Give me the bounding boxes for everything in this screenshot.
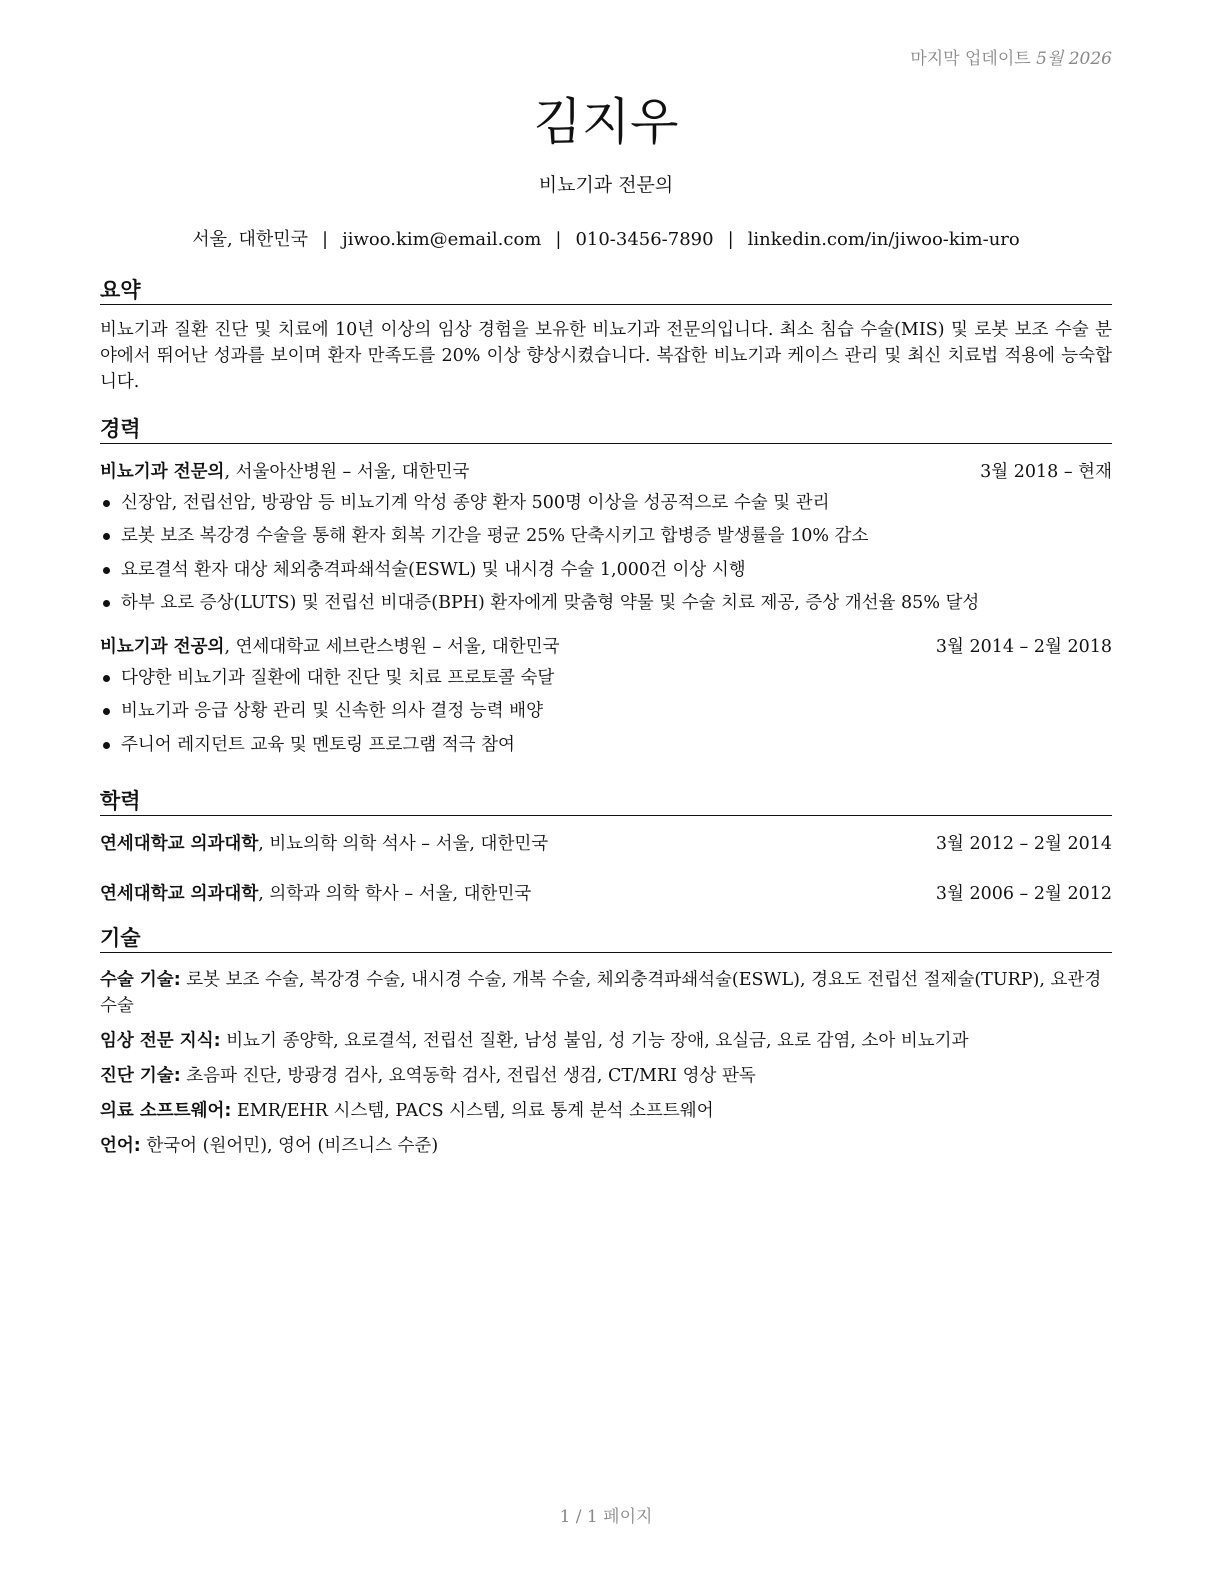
skills-heading: 기술: [100, 925, 1112, 953]
education-entry: [100, 881, 1112, 907]
job-title: 비뇨기과 전문의: [538, 174, 674, 196]
summary-text: 비뇨기과 질환 진단 및 치료에 10년 이상의 임상 경험을 보유한 비뇨기과 전문의입니다. 최소 침습 수술(MIS) 및 로봇 보조 수술 분야에서 뛰어난 성과를 보이며 환자 만족도를 20% 이상 향상시켰습니다. 복잡한 비뇨기과 케이스 관리 및 최신 치료법 적용에 능숙합니다.: [100, 320, 1112, 392]
last-updated: [910, 44, 1112, 69]
education-entry: [100, 831, 1112, 857]
skill-label: 임상 전문 지식:: [100, 1031, 221, 1051]
job-header: [100, 634, 1112, 660]
resume-page: [100, 0, 1112, 1584]
summary-section: [100, 277, 1112, 395]
list-item: 하부 요로 증상(LUTS) 및 전립선 비대증(BPH) 환자에게 맞춤형 약물 및 수술 치료 제공, 증상 개선율 85% 달성: [100, 590, 1112, 616]
skill-line: [100, 967, 1112, 1019]
job-dates: 3월 2014 – 2월 2018: [935, 637, 1112, 657]
contact-location: 서울, 대한민국: [192, 229, 309, 250]
job-entry: [100, 634, 1112, 758]
job-entry: [100, 459, 1112, 616]
job-bullets: [100, 490, 1112, 617]
education-detail: , 비뇨의학 의학 석사 – 서울, 대한민국: [258, 834, 549, 854]
job-role: 비뇨기과 전문의: [100, 462, 225, 482]
education-detail: , 의학과 의학 학사 – 서울, 대한민국: [258, 884, 532, 904]
skill-value: EMR/EHR 시스템, PACS 시스템, 의료 통계 분석 소프트웨어: [231, 1101, 714, 1121]
list-item: 로봇 보조 복강경 수술을 통해 환자 회복 기간을 평균 25% 단축시키고 합병증 발생률을 10% 감소: [100, 523, 1112, 549]
skill-value: 초음파 진단, 방광경 검사, 요역동학 검사, 전립선 생검, CT/MRI 영상 판독: [180, 1066, 756, 1086]
list-item: 요로결석 환자 대상 체외충격파쇄석술(ESWL) 및 내시경 수술 1,000건 이상 시행: [100, 557, 1112, 583]
education-school: 연세대학교 의과대학: [100, 884, 259, 904]
job-dates: 3월 2018 – 현재: [980, 462, 1112, 482]
skill-value: 한국어 (원어민), 영어 (비즈니스 수준): [140, 1136, 439, 1156]
job-detail: , 서울아산병원 – 서울, 대한민국: [224, 462, 470, 482]
skill-label: 언어:: [100, 1136, 141, 1156]
job-header: [100, 459, 1112, 485]
skill-line: [100, 1098, 1112, 1124]
skills-section: [100, 925, 1112, 1159]
skill-line: [100, 1063, 1112, 1089]
education-school: 연세대학교 의과대학: [100, 834, 259, 854]
skill-label: 의료 소프트웨어:: [100, 1101, 232, 1121]
contact-separator: |: [322, 229, 329, 250]
list-item: 주니어 레지던트 교육 및 멘토링 프로그램 적극 참여: [100, 732, 1112, 758]
education-dates: 3월 2006 – 2월 2012: [935, 884, 1112, 904]
skill-label: 진단 기술:: [100, 1066, 181, 1086]
person-name: 김지우: [533, 93, 679, 151]
contact-email[interactable]: jiwoo.kim@email.com: [342, 229, 542, 250]
education-section: [100, 788, 1112, 907]
skill-label: 수술 기술:: [100, 970, 181, 990]
contact-separator: |: [727, 229, 734, 250]
skill-line: [100, 1028, 1112, 1054]
list-item: 다양한 비뇨기과 질환에 대한 진단 및 치료 프로토콜 숙달: [100, 665, 1112, 691]
summary-heading: 요약: [100, 277, 1112, 305]
last-updated-label: 마지막 업데이트: [910, 49, 1031, 69]
experience-heading: 경력: [100, 416, 1112, 444]
job-detail: , 연세대학교 세브란스병원 – 서울, 대한민국: [224, 637, 560, 657]
job-role: 비뇨기과 전공의: [100, 637, 225, 657]
skill-value: 로봇 보조 수술, 복강경 수술, 내시경 수술, 개복 수술, 체외충격파쇄석술(ESWL), 경요도 전립선 절제술(TURP), 요관경 수술: [100, 970, 1102, 1016]
contact-phone[interactable]: 010-3456-7890: [575, 229, 714, 250]
contact-linkedin[interactable]: linkedin.com/in/jiwoo-kim-uro: [747, 229, 1020, 250]
last-updated-date: 5월 2026: [1036, 49, 1112, 69]
contact-line: [100, 225, 1112, 251]
job-bullets: [100, 665, 1112, 758]
list-item: 비뇨기과 응급 상황 관리 및 신속한 의사 결정 능력 배양: [100, 698, 1112, 724]
experience-section: [100, 416, 1112, 758]
page-number: 1 / 1 페이지: [559, 1507, 653, 1527]
skill-value: 비뇨기 종양학, 요로결석, 전립선 질환, 남성 불임, 성 기능 장애, 요실금, 요로 감염, 소아 비뇨기과: [220, 1031, 969, 1051]
contact-separator: |: [555, 229, 562, 250]
list-item: 신장암, 전립선암, 방광암 등 비뇨기계 악성 종양 환자 500명 이상을 성공적으로 수술 및 관리: [100, 490, 1112, 516]
education-heading: 학력: [100, 788, 1112, 816]
education-dates: 3월 2012 – 2월 2014: [935, 834, 1112, 854]
skill-line: [100, 1133, 1112, 1159]
